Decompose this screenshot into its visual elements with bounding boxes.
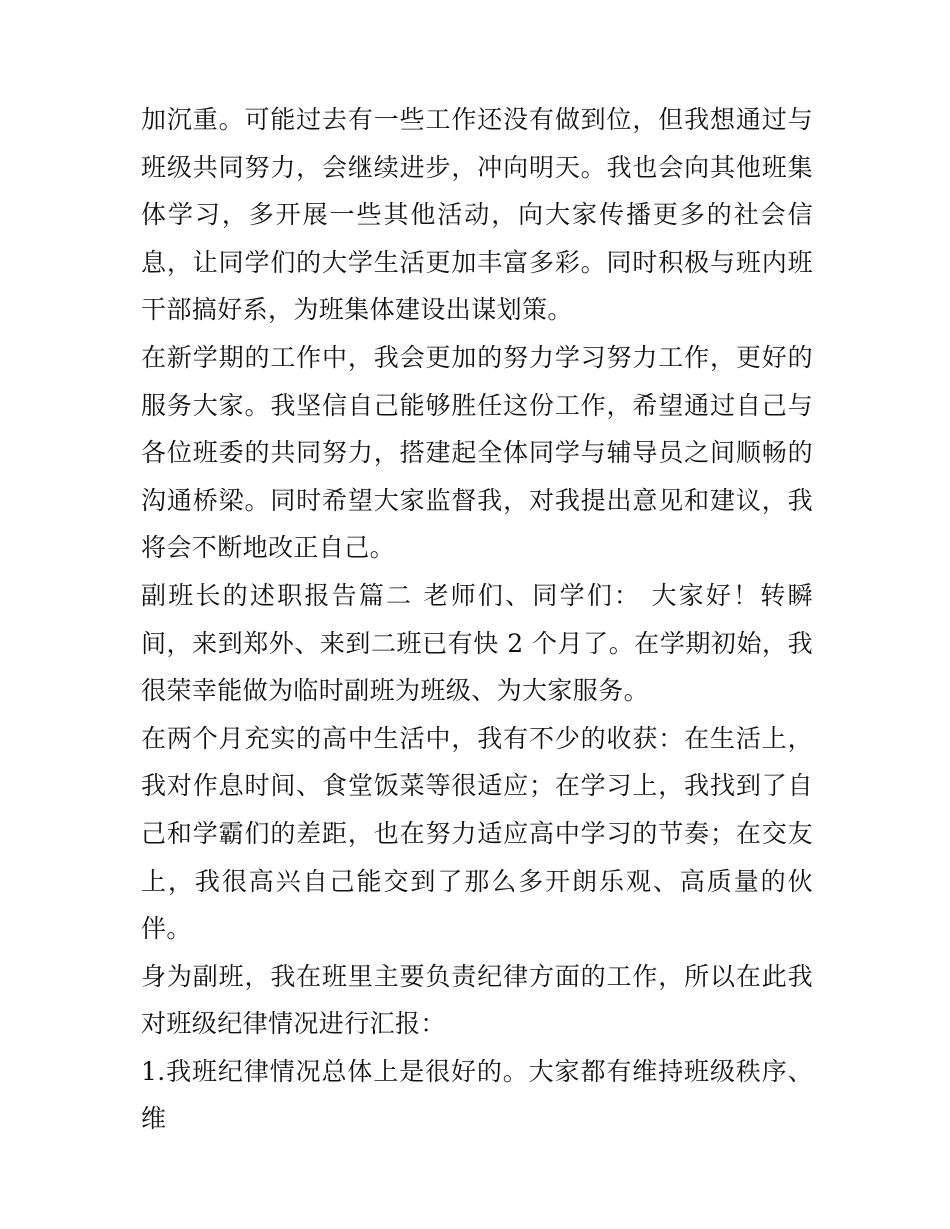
paragraph-2: 在新学期的工作中，我会更加的努力学习努力工作，更好的服务大家。我坚信自己能够胜任这份工作，希望通过自己与各位班委的共同努力，搭建起全体同学与辅导员之间顺畅的沟通桥梁。同时希望大家监督我，对我提出意见和建议，我将会不断地改正自己。: [141, 342, 813, 563]
document-body: [141, 96, 813, 1143]
paragraph-6: 1.我班纪律情况总体上是很好的。大家都有维持班级秩序、维: [141, 1056, 813, 1134]
paragraph-1: 加沉重。可能过去有一些工作还没有做到位，但我想通过与班级共同努力，会继续进步，冲向明天。我也会向其他班集体学习，多开展一些其他活动，向大家传播更多的社会信息，让同学们的大学生活更加丰富多彩。同时积极与班内班干部搞好系，为班集体建设出谋划策。: [141, 105, 813, 325]
paragraph-3: 副班长的述职报告篇二 老师们、同学们： 大家好！转瞬间，来到郑外、来到二班已有快 2 个月了。在学期初始，我很荣幸能做为临时副班为班级、为大家服务。: [141, 580, 813, 706]
paragraph-5: 身为副班，我在班里主要负责纪律方面的工作，所以在此我对班级纪律情况进行汇报：: [141, 961, 813, 1039]
paragraph-4: 在两个月充实的高中生活中，我有不少的收获：在生活上，我对作息时间、食堂饭菜等很适应；在学习上，我找到了自己和学霸们的差距，也在努力适应高中学习的节奏；在交友上，我很高兴自己能交到了那么多开朗乐观、高质量的伙伴。: [141, 723, 813, 944]
